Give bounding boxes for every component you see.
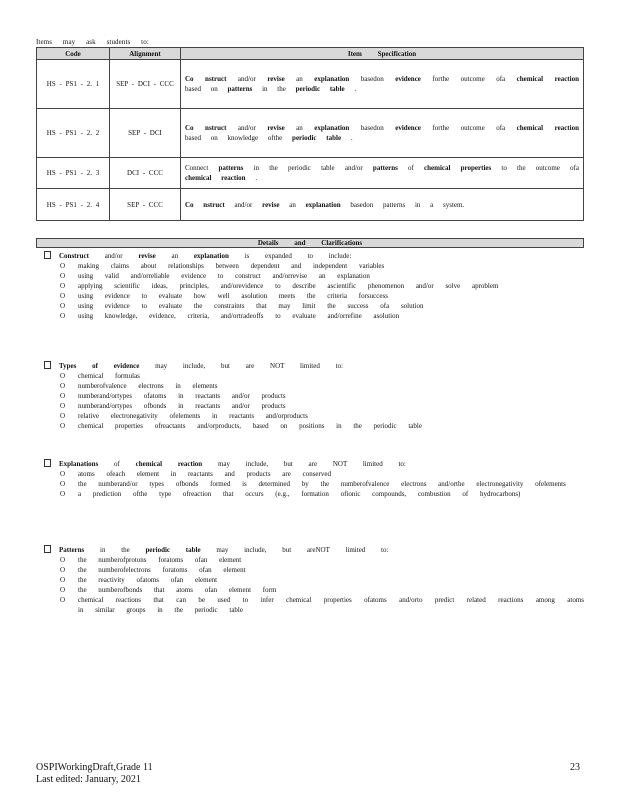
list-item-text: applying scientific ideas, principles, and/orevidence to describe ascientific phenomenon and/or solve aproblem — [78, 282, 499, 290]
list-item — [44, 565, 584, 575]
list-item — [44, 391, 584, 401]
row-code: HS - PS1 - 2. 4 — [37, 189, 110, 221]
table-row — [37, 109, 584, 158]
row-code: HS - PS1 - 2. 2 — [37, 109, 110, 158]
footer-draft-label: OSPIWorkingDraft,Grade 11 — [36, 762, 153, 773]
clarification-construct — [44, 251, 584, 321]
list-item — [44, 261, 584, 271]
list-item — [44, 301, 584, 311]
circle-bullet-icon: O — [60, 566, 66, 574]
list-item — [44, 421, 584, 431]
list-item-text: chemical reactions that can be used to infer chemical properties ofatoms and/orto predict related reactions among atoms in similar groups in the periodic table — [78, 596, 584, 614]
list-item-text: the numberofbonds that atoms ofan element form — [78, 586, 277, 594]
clarification-heading: Types of evidence may include, but are NOT limited to: — [59, 362, 344, 370]
circle-bullet-icon: O — [60, 302, 66, 310]
list-item-text: numberand/ortypes ofbonds in reactants and/or products — [78, 402, 286, 410]
circle-bullet-icon: O — [60, 392, 66, 400]
list-item — [44, 401, 584, 411]
table-row — [37, 189, 584, 221]
table-row — [37, 60, 584, 109]
row-spec: Co nstruct and/or revise an explanation basedon patterns in a system. — [181, 189, 584, 221]
list-item — [44, 291, 584, 301]
circle-bullet-icon: O — [60, 372, 66, 380]
clarification-heading: Explanations of chemical reaction may include, but are NOT limited to: — [59, 460, 406, 468]
clarification-heading: Patterns in the periodic table may include, but areNOT limited to: — [59, 546, 389, 554]
circle-bullet-icon: O — [60, 586, 66, 594]
list-item — [44, 271, 584, 281]
list-item-text: using evidence to evaluate how well asolution meets the criteria forsuccess — [78, 292, 388, 300]
clarification-evidence — [44, 361, 584, 431]
circle-bullet-icon: O — [60, 490, 66, 498]
footer — [36, 762, 153, 786]
list-item — [44, 381, 584, 391]
list-item-text: relative electronegativity ofelements in reactants and/orproducts — [78, 412, 308, 420]
list-item-text: atoms ofeach element in reactants and products are conserved — [78, 470, 331, 478]
list-item — [44, 489, 584, 499]
square-bullet-icon — [44, 361, 51, 369]
square-bullet-icon — [44, 251, 51, 259]
list-item-text: chemical formulas — [78, 372, 140, 380]
details-header: Details and Clarifications — [36, 238, 584, 248]
list-item — [44, 555, 584, 565]
row-alignment: SEP - DCI — [110, 109, 181, 158]
circle-bullet-icon: O — [60, 382, 66, 390]
circle-bullet-icon: O — [60, 282, 66, 290]
circle-bullet-icon: O — [60, 272, 66, 280]
row-alignment: SEP - DCI - CCC — [110, 60, 181, 109]
row-spec: Co nstruct and/or revise an explanation basedon evidence forthe outcome ofa chemical reaction based on patterns in the periodic table . — [181, 60, 584, 109]
page-number: 23 — [570, 762, 580, 773]
clarification-explanations — [44, 459, 584, 499]
clarification-list — [44, 555, 584, 615]
list-item-text: making claims about relationships between dependent and independent variables — [78, 262, 385, 270]
circle-bullet-icon: O — [60, 262, 66, 270]
list-item — [44, 479, 584, 489]
circle-bullet-icon: O — [60, 402, 66, 410]
circle-bullet-icon: O — [60, 412, 66, 420]
circle-bullet-icon: O — [60, 556, 66, 564]
circle-bullet-icon: O — [60, 596, 66, 604]
row-spec: Connect patterns in the periodic table and/or patterns of chemical properties to the outcome ofa chemical reaction . — [181, 158, 584, 189]
list-item — [44, 575, 584, 585]
list-item — [44, 585, 584, 595]
circle-bullet-icon: O — [60, 470, 66, 478]
row-code: HS - PS1 - 2. 3 — [37, 158, 110, 189]
list-item-text: numberand/ortypes ofatoms in reactants and/or products — [78, 392, 286, 400]
circle-bullet-icon: O — [60, 312, 66, 320]
row-code: HS - PS1 - 2. 1 — [37, 60, 110, 109]
list-item-text: chemical properties ofreactants and/orproducts, based on positions in the periodic table — [78, 422, 422, 430]
list-item — [44, 411, 584, 421]
circle-bullet-icon: O — [60, 292, 66, 300]
list-item-text: the numberofprotons foratoms ofan element — [78, 556, 242, 564]
list-item-text: using valid and/orreliable evidence to construct and/orrevise an explanation — [78, 272, 370, 280]
list-item — [44, 595, 584, 615]
table-row — [37, 158, 584, 189]
header-code: Code — [37, 48, 110, 60]
clarification-list — [44, 261, 584, 321]
list-item — [44, 371, 584, 381]
table-header-row — [37, 48, 584, 60]
intro-text: Items may ask students to: — [36, 38, 149, 46]
row-spec: Co nstruct and/or revise an explanation basedon evidence forthe outcome ofa chemical reaction based on knowledge ofthe periodic table . — [181, 109, 584, 158]
list-item-text: numberofvalence electrons in elements — [78, 382, 218, 390]
item-spec-table — [36, 47, 584, 221]
list-item — [44, 469, 584, 479]
list-item — [44, 311, 584, 321]
circle-bullet-icon: O — [60, 422, 66, 430]
clarification-list — [44, 469, 584, 499]
clarification-list — [44, 371, 584, 431]
square-bullet-icon — [44, 545, 51, 553]
clarification-patterns — [44, 545, 584, 615]
list-item-text: the numberand/or types ofbonds formed is determined by the numberofvalence electrons and/orthe electronegativity ofelements — [78, 480, 566, 488]
row-alignment: DCI - CCC — [110, 158, 181, 189]
list-item-text: a prediction ofthe type ofreaction that occurs (e.g., formation ofionic compounds, combustion of hydrocarbons) — [78, 490, 521, 498]
list-item-text: using evidence to evaluate the constraints that may limit the success ofa solution — [78, 302, 424, 310]
header-spec: Item Specification — [181, 48, 584, 60]
clarification-heading: Construct and/or revise an explanation is expanded to include: — [59, 252, 352, 260]
square-bullet-icon — [44, 459, 51, 467]
footer-edited-date: Last edited: January, 2021 — [36, 774, 141, 785]
list-item-text: using knowledge, evidence, criteria, and/ortradeoffs to evaluate and/orrefine asolution — [78, 312, 400, 320]
list-item-text: the numberofelectrons foratoms ofan element — [78, 566, 246, 574]
list-item-text: the reactivity ofatoms ofan element — [78, 576, 218, 584]
circle-bullet-icon: O — [60, 576, 66, 584]
header-alignment: Alignment — [110, 48, 181, 60]
list-item — [44, 281, 584, 291]
circle-bullet-icon: O — [60, 480, 66, 488]
row-alignment: SEP - CCC — [110, 189, 181, 221]
